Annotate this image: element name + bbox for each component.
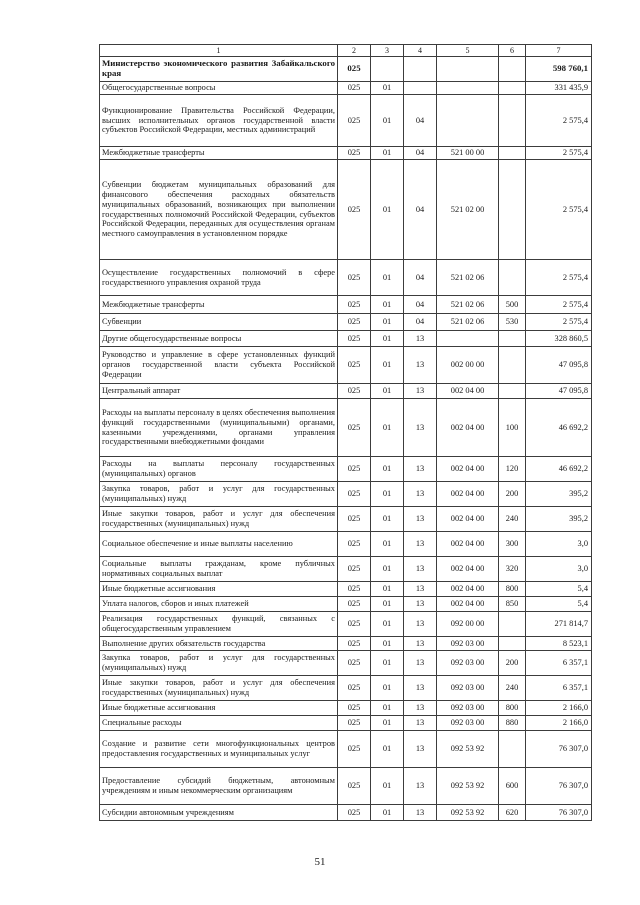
row-description: Иные закупки товаров, работ и услуг для обеспечения государственных (муниципальных) нужд [100,676,338,701]
row-description: Функционирование Правительства Российской Федерации, высших исполнительных органов государственной власти субъектов Российской Федерации, местных администраций [100,95,338,147]
row-expense-type-code: 200 [499,651,526,676]
row-expense-type-code: 880 [499,716,526,731]
row-section-code: 01 [371,676,404,701]
row-ministry-code: 025 [338,57,371,82]
row-amount: 2 575,4 [526,147,592,160]
table-row [100,768,592,805]
column-number: 7 [526,45,592,57]
row-description: Расходы на выплаты персоналу государственных (муниципальных) органов [100,457,338,482]
row-target-code: 002 04 00 [437,399,499,457]
row-description: Закупка товаров, работ и услуг для государственных (муниципальных) нужд [100,651,338,676]
row-subsection-code: 13 [404,731,437,768]
row-amount: 2 575,4 [526,160,592,260]
row-amount: 76 307,0 [526,731,592,768]
row-subsection-code: 04 [404,147,437,160]
row-ministry-code: 025 [338,482,371,507]
row-section-code: 01 [371,95,404,147]
row-section-code: 01 [371,637,404,651]
row-amount: 6 357,1 [526,676,592,701]
row-target-code: 092 03 00 [437,676,499,701]
row-subsection-code: 13 [404,637,437,651]
column-number: 5 [437,45,499,57]
row-expense-type-code [499,160,526,260]
row-expense-type-code [499,95,526,147]
row-target-code: 092 03 00 [437,651,499,676]
row-subsection-code: 13 [404,399,437,457]
table-row [100,147,592,160]
row-description: Межбюджетные трансферты [100,147,338,160]
row-target-code: 002 04 00 [437,582,499,597]
row-amount: 331 435,9 [526,82,592,95]
row-target-code: 002 04 00 [437,532,499,557]
row-subsection-code [404,82,437,95]
row-section-code: 01 [371,260,404,296]
column-number-row [100,45,592,57]
row-description: Предоставление субсидий бюджетным, автономным учреждениям и иным некоммерческим организациям [100,768,338,805]
row-ministry-code: 025 [338,716,371,731]
row-expense-type-code: 800 [499,582,526,597]
row-expense-type-code [499,384,526,399]
row-target-code: 092 00 00 [437,612,499,637]
table-row [100,582,592,597]
row-description: Выполнение других обязательств государства [100,637,338,651]
row-target-code: 092 53 92 [437,805,499,821]
row-subsection-code: 04 [404,260,437,296]
row-section-code: 01 [371,82,404,95]
row-section-code: 01 [371,482,404,507]
row-subsection-code: 13 [404,557,437,582]
row-expense-type-code [499,260,526,296]
row-description: Межбюджетные трансферты [100,296,338,314]
row-ministry-code: 025 [338,384,371,399]
row-section-code: 01 [371,612,404,637]
table-row [100,597,592,612]
row-section-code: 01 [371,582,404,597]
row-subsection-code: 13 [404,716,437,731]
row-expense-type-code [499,57,526,82]
row-ministry-code: 025 [338,95,371,147]
row-subsection-code: 04 [404,314,437,331]
row-expense-type-code: 240 [499,676,526,701]
row-subsection-code: 13 [404,482,437,507]
row-expense-type-code: 200 [499,482,526,507]
table-row [100,314,592,331]
row-amount: 2 575,4 [526,260,592,296]
row-amount: 395,2 [526,482,592,507]
row-description: Создание и развитие сети многофункциональных центров предоставления государственных и муниципальных услуг [100,731,338,768]
row-expense-type-code: 850 [499,597,526,612]
row-amount: 2 166,0 [526,716,592,731]
row-section-code: 01 [371,160,404,260]
row-subsection-code: 04 [404,95,437,147]
table-row [100,384,592,399]
row-ministry-code: 025 [338,296,371,314]
row-subsection-code: 13 [404,805,437,821]
row-target-code: 002 04 00 [437,557,499,582]
row-description: Субвенции бюджетам муниципальных образований для финансового обеспечения расходных обязательств муниципальных образований, возникающих при выполнении государственных полномочий Российской Федерации, субъектов Российской Федерации, переданных для осуществления органам местного самоуправления в установленном порядке [100,160,338,260]
table-row [100,457,592,482]
row-amount: 2 575,4 [526,95,592,147]
row-expense-type-code [499,331,526,347]
row-target-code [437,95,499,147]
row-ministry-code: 025 [338,637,371,651]
row-subsection-code: 13 [404,612,437,637]
row-ministry-code: 025 [338,557,371,582]
row-expense-type-code: 240 [499,507,526,532]
row-ministry-code: 025 [338,82,371,95]
row-section-code: 01 [371,768,404,805]
row-ministry-code: 025 [338,532,371,557]
row-subsection-code: 13 [404,768,437,805]
row-ministry-code: 025 [338,160,371,260]
row-ministry-code: 025 [338,612,371,637]
row-expense-type-code [499,82,526,95]
row-amount: 46 692,2 [526,457,592,482]
table-row [100,399,592,457]
row-target-code [437,331,499,347]
row-ministry-code: 025 [338,314,371,331]
column-number: 3 [371,45,404,57]
row-description: Руководство и управление в сфере установленных функций органов государственной власти субъекта Российской Федерации [100,347,338,384]
row-amount: 6 357,1 [526,651,592,676]
row-ministry-code: 025 [338,768,371,805]
row-section-code: 01 [371,384,404,399]
table-row [100,532,592,557]
row-ministry-code: 025 [338,347,371,384]
row-section-code: 01 [371,347,404,384]
row-description: Осуществление государственных полномочий в сфере государственного управления охраной труда [100,260,338,296]
table-row [100,676,592,701]
row-subsection-code: 13 [404,597,437,612]
row-amount: 395,2 [526,507,592,532]
row-description: Другие общегосударственные вопросы [100,331,338,347]
table-row [100,805,592,821]
table-row [100,612,592,637]
row-subsection-code: 13 [404,532,437,557]
row-section-code: 01 [371,399,404,457]
row-amount: 2 166,0 [526,701,592,716]
row-ministry-code: 025 [338,805,371,821]
table-row [100,95,592,147]
row-amount: 47 095,8 [526,384,592,399]
row-subsection-code: 13 [404,457,437,482]
row-expense-type-code: 620 [499,805,526,821]
row-section-code: 01 [371,731,404,768]
row-description: Иные бюджетные ассигнования [100,701,338,716]
row-section-code: 01 [371,147,404,160]
row-target-code: 092 53 92 [437,768,499,805]
row-target-code: 521 02 00 [437,160,499,260]
row-section-code [371,57,404,82]
row-description: Социальное обеспечение и иные выплаты населению [100,532,338,557]
row-section-code: 01 [371,716,404,731]
row-ministry-code: 025 [338,582,371,597]
row-section-code: 01 [371,296,404,314]
row-subsection-code: 04 [404,296,437,314]
row-section-code: 01 [371,651,404,676]
row-section-code: 01 [371,597,404,612]
row-section-code: 01 [371,507,404,532]
row-description: Социальные выплаты гражданам, кроме публичных нормативных социальных выплат [100,557,338,582]
row-amount: 5,4 [526,582,592,597]
row-expense-type-code: 500 [499,296,526,314]
row-target-code: 521 02 06 [437,314,499,331]
row-target-code [437,82,499,95]
row-amount: 271 814,7 [526,612,592,637]
row-target-code: 002 04 00 [437,482,499,507]
row-amount: 2 575,4 [526,296,592,314]
row-target-code: 002 00 00 [437,347,499,384]
row-description: Субсидии автономным учреждениям [100,805,338,821]
row-subsection-code: 13 [404,676,437,701]
row-expense-type-code [499,347,526,384]
row-subsection-code: 13 [404,384,437,399]
row-ministry-code: 025 [338,331,371,347]
row-ministry-code: 025 [338,597,371,612]
table-row [100,347,592,384]
table-row [100,507,592,532]
table-row [100,160,592,260]
row-description: Иные закупки товаров, работ и услуг для обеспечения государственных (муниципальных) нужд [100,507,338,532]
row-target-code: 092 03 00 [437,637,499,651]
row-ministry-code: 025 [338,507,371,532]
row-expense-type-code [499,612,526,637]
row-amount: 5,4 [526,597,592,612]
row-target-code: 002 04 00 [437,457,499,482]
column-number: 1 [100,45,338,57]
table-row [100,557,592,582]
table-row [100,482,592,507]
row-target-code: 521 00 00 [437,147,499,160]
row-amount: 76 307,0 [526,768,592,805]
column-number: 4 [404,45,437,57]
table-row [100,82,592,95]
row-amount: 328 860,5 [526,331,592,347]
row-description: Уплата налогов, сборов и иных платежей [100,597,338,612]
row-subsection-code: 13 [404,347,437,384]
row-subsection-code: 13 [404,331,437,347]
row-subsection-code: 13 [404,651,437,676]
row-subsection-code [404,57,437,82]
row-expense-type-code: 600 [499,768,526,805]
row-section-code: 01 [371,314,404,331]
row-target-code: 092 03 00 [437,701,499,716]
row-description: Субвенции [100,314,338,331]
table-row [100,331,592,347]
table-row [100,57,592,82]
row-ministry-code: 025 [338,676,371,701]
row-target-code [437,57,499,82]
table-row [100,296,592,314]
row-description: Расходы на выплаты персоналу в целях обеспечения выполнения функций государственными (муниципальными) органами, казенными учреждениями, органами управления государственными внебюджетными фондами [100,399,338,457]
row-expense-type-code: 100 [499,399,526,457]
row-subsection-code: 13 [404,701,437,716]
table-row [100,731,592,768]
row-description: Общегосударственные вопросы [100,82,338,95]
row-target-code: 521 02 06 [437,260,499,296]
row-target-code: 002 04 00 [437,507,499,532]
row-description: Реализация государственных функций, связанных с общегосударственным управлением [100,612,338,637]
row-target-code: 002 04 00 [437,384,499,399]
row-expense-type-code [499,731,526,768]
row-description: Специальные расходы [100,716,338,731]
row-section-code: 01 [371,457,404,482]
row-section-code: 01 [371,701,404,716]
row-amount: 76 307,0 [526,805,592,821]
table-row [100,260,592,296]
row-amount: 3,0 [526,532,592,557]
table-row [100,651,592,676]
row-ministry-code: 025 [338,147,371,160]
column-number: 6 [499,45,526,57]
column-number: 2 [338,45,371,57]
row-expense-type-code: 300 [499,532,526,557]
row-subsection-code: 13 [404,582,437,597]
row-expense-type-code [499,637,526,651]
row-subsection-code: 13 [404,507,437,532]
row-expense-type-code: 120 [499,457,526,482]
row-section-code: 01 [371,532,404,557]
page-number: 51 [314,856,326,868]
row-section-code: 01 [371,805,404,821]
row-target-code: 521 02 06 [437,296,499,314]
row-description: Министерство экономического развития Забайкальского края [100,57,338,82]
row-target-code: 002 04 00 [437,597,499,612]
row-expense-type-code [499,147,526,160]
budget-table [99,44,592,821]
table-row [100,701,592,716]
row-amount: 2 575,4 [526,314,592,331]
table-row [100,637,592,651]
row-ministry-code: 025 [338,651,371,676]
row-expense-type-code: 800 [499,701,526,716]
row-description: Центральный аппарат [100,384,338,399]
row-amount: 8 523,1 [526,637,592,651]
row-ministry-code: 025 [338,260,371,296]
row-expense-type-code: 530 [499,314,526,331]
row-amount: 3,0 [526,557,592,582]
row-amount: 47 095,8 [526,347,592,384]
table-row [100,716,592,731]
row-subsection-code: 04 [404,160,437,260]
row-ministry-code: 025 [338,399,371,457]
row-amount: 598 760,1 [526,57,592,82]
row-description: Иные бюджетные ассигнования [100,582,338,597]
row-section-code: 01 [371,331,404,347]
row-ministry-code: 025 [338,731,371,768]
row-ministry-code: 025 [338,701,371,716]
row-amount: 46 692,2 [526,399,592,457]
row-description: Закупка товаров, работ и услуг для государственных (муниципальных) нужд [100,482,338,507]
row-ministry-code: 025 [338,457,371,482]
budget-table-sheet [99,44,591,821]
row-target-code: 092 03 00 [437,716,499,731]
row-section-code: 01 [371,557,404,582]
row-target-code: 092 53 92 [437,731,499,768]
row-expense-type-code: 320 [499,557,526,582]
